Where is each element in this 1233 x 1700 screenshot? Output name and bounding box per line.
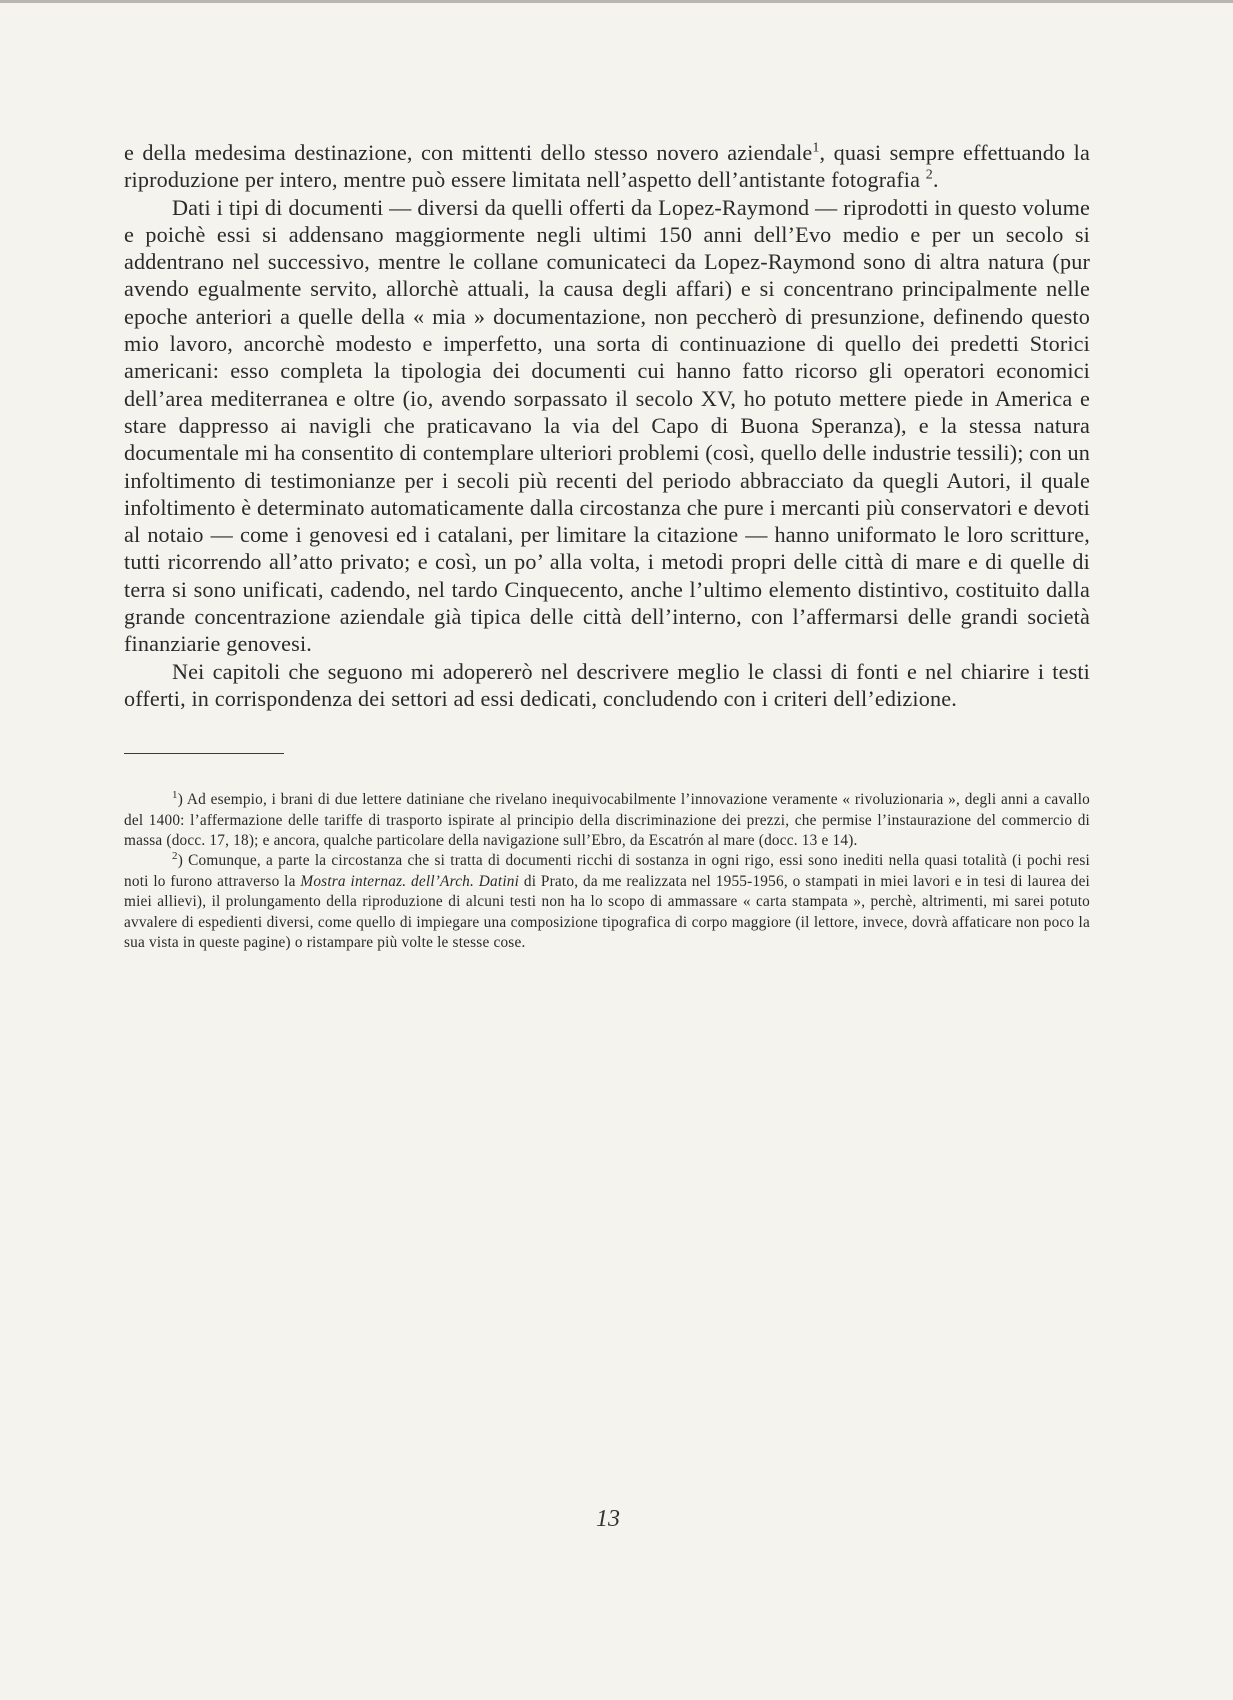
paragraph-1-text-c: . bbox=[932, 167, 939, 193]
paragraph-1 bbox=[124, 139, 1090, 194]
footnote-2 bbox=[124, 851, 1090, 953]
footnote-ref-2: 2 bbox=[925, 167, 933, 183]
footnote-1-text: ) Ad esempio, i brani di due lettere datiniane che rivelano inequivocabilmente l’innovazione veramente « rivoluzionaria », degli anni a cavallo del 1400: l’affermazione delle tariffe di trasporto ispirate al principio della discriminazione dei prezzi, che permise l’instaurazione del commercio di massa (docc. 17, 18); e ancora, qualche particolare della navigazione sull’Ebro, da Escatrón al mare (docc. 13 e 14). bbox=[124, 791, 1090, 850]
page-content bbox=[124, 139, 1090, 953]
footnote-separator bbox=[124, 753, 284, 754]
paragraph-1-text-b: , quasi sempre effettuando la riproduzione per intero, mentre può essere limitata nell’aspetto dell’antistante fotografia bbox=[124, 140, 1090, 193]
paragraph-1-text-a: e della medesima destinazione, con mittenti dello stesso novero aziendale bbox=[124, 140, 813, 165]
paragraph-3: Nei capitoli che seguono mi adopererò nel descrivere meglio le classi di fonti e nel chiarire i testi offerti, in corrispondenza dei settori ad essi dedicati, concludendo con i criteri dell’edizione. bbox=[124, 658, 1090, 711]
page-number: 13 bbox=[596, 1506, 620, 1532]
footnotes bbox=[124, 790, 1090, 953]
footnote-2-text-b: di Prato, da me realizzata nel 1955-1956, o stampati in miei lavori e in tesi di laurea dei miei allievi), il prolungamento della riproduzione di alcuni testi non ha lo scopo di ammassare « carta stampata », perchè, altrimenti, mi sarei potuto avvalere di espedienti diversi, come quello di impiegare una composizione tipografica di corpo maggiore (il lettore, invece, dovrà affaticare non poco la sua vista in queste pagine) o ristampare più volte le stesse cose. bbox=[124, 872, 1091, 952]
footnote-2-italic-title: Mostra internaz. dell’Arch. Datini bbox=[300, 872, 520, 890]
body-text bbox=[124, 139, 1090, 712]
paragraph-2: Dati i tipi di documenti — diversi da quelli offerti da Lopez-Raymond — riprodotti in questo volume e poichè essi si addensano maggiormente negli ultimi 150 anni dell’Evo medio e per un secolo si addentrano nel successivo, mentre le collane comunicateci da Lopez-Raymond sono di altra natura (pur avendo egualmente servito, allorchè attuali, la causa degli affari) e si concentrano principalmente nelle epoche anteriori a quelle della « mia » documentazione, non peccherò di presunzione, definendo questo mio lavoro, ancorchè modesto e imperfetto, una sorta di continuazione di quello dei predetti Storici americani: esso completa la tipologia dei documenti cui hanno fatto ricorso gli operatori economici dell’area mediterranea e oltre (io, avendo sorpassato il secolo XV, ho potuto mettere piede in America e stare dappresso ai navigli che praticavano la via del Capo di Buona Speranza), e la stessa natura documentale mi ha consentito di contemplare ulteriori problemi (così, quello delle industrie tessili); con un infoltimento di testimonianze per i secoli più recenti del periodo abbracciato da quegli Autori, il quale infoltimento è determinato automaticamente dalla circostanza che pure i mercanti più conservatori e devoti al notaio — come i genovesi ed i catalani, per limitare la citazione — hanno uniformato le loro scritture, tutti ricorrendo all’atto privato; e così, un po’ alla volta, i metodi propri delle città di mare e di quelle di terra si sono unificati, cadendo, nel tardo Cinquecento, anche l’ultimo elemento distintivo, costituito dalla grande concentrazione aziendale già tipica delle città dell’interno, con l’affermarsi delle grandi società finanziarie genovesi. bbox=[124, 194, 1090, 657]
footnote-2-text-a: ) Comunque, a parte la circostanza che si tratta di documenti ricchi di sostanza in ogni rigo, essi sono inediti nella quasi totalità (i pochi resi noti lo furono attraverso la bbox=[124, 852, 1090, 890]
footnote-ref-1: 1 bbox=[812, 140, 820, 156]
footnote-1-number: 1 bbox=[172, 789, 178, 802]
footnote-1 bbox=[124, 790, 1090, 851]
footnote-2-number: 2 bbox=[172, 850, 178, 863]
top-edge-rule bbox=[0, 0, 1233, 3]
